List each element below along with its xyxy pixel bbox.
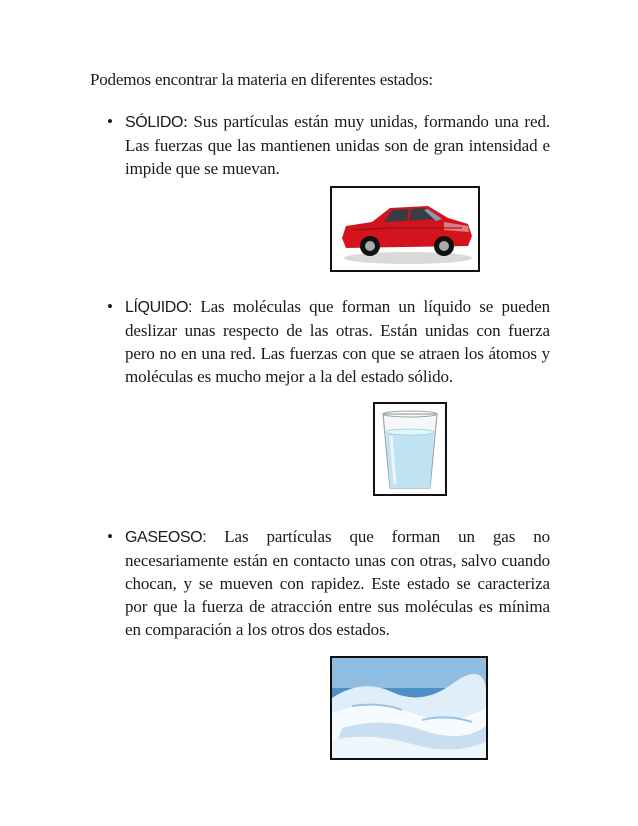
bullet-icon: • bbox=[107, 297, 113, 316]
water-glass-picture bbox=[373, 402, 447, 496]
intro-text: Podemos encontrar la materia en diferentes estados: bbox=[90, 70, 433, 89]
bullet-icon: • bbox=[107, 527, 113, 546]
state-text-solid: : Sus partículas están muy unidas, formando una red. Las fuerzas que las mantienen unidas son de gran intensidad e impide que se muevan. bbox=[125, 112, 550, 178]
state-label-liquid: LÍQUIDO: bbox=[125, 299, 193, 316]
state-description-liquid bbox=[125, 295, 550, 388]
state-text-liquid: Las moléculas que forman un líquido se pueden deslizar unas respecto de las otras. Están unidas con fuerza pero no en una red. Las fuerzas con que se atraen los átomos y moléculas es mucho mejor a la del estado sólido. bbox=[125, 297, 550, 386]
bullet-icon: • bbox=[107, 112, 113, 131]
state-label-gas: GASEOSO: bbox=[125, 529, 207, 546]
state-text-gas: Las partículas que forman un gas no necesariamente están en contacto unas con otras, salvo cuando chocan, y se mueven con rapidez. Este estado se caracteriza por que la fuerza de atracción entre sus moléculas es mínima en comparación a los otros dos estados. bbox=[125, 527, 550, 639]
state-description-solid bbox=[125, 110, 550, 180]
state-description-gas bbox=[125, 525, 550, 641]
clouds-sky-picture bbox=[330, 656, 488, 760]
red-car-picture bbox=[330, 186, 480, 272]
state-label-solid: SÓLIDO bbox=[125, 114, 184, 131]
